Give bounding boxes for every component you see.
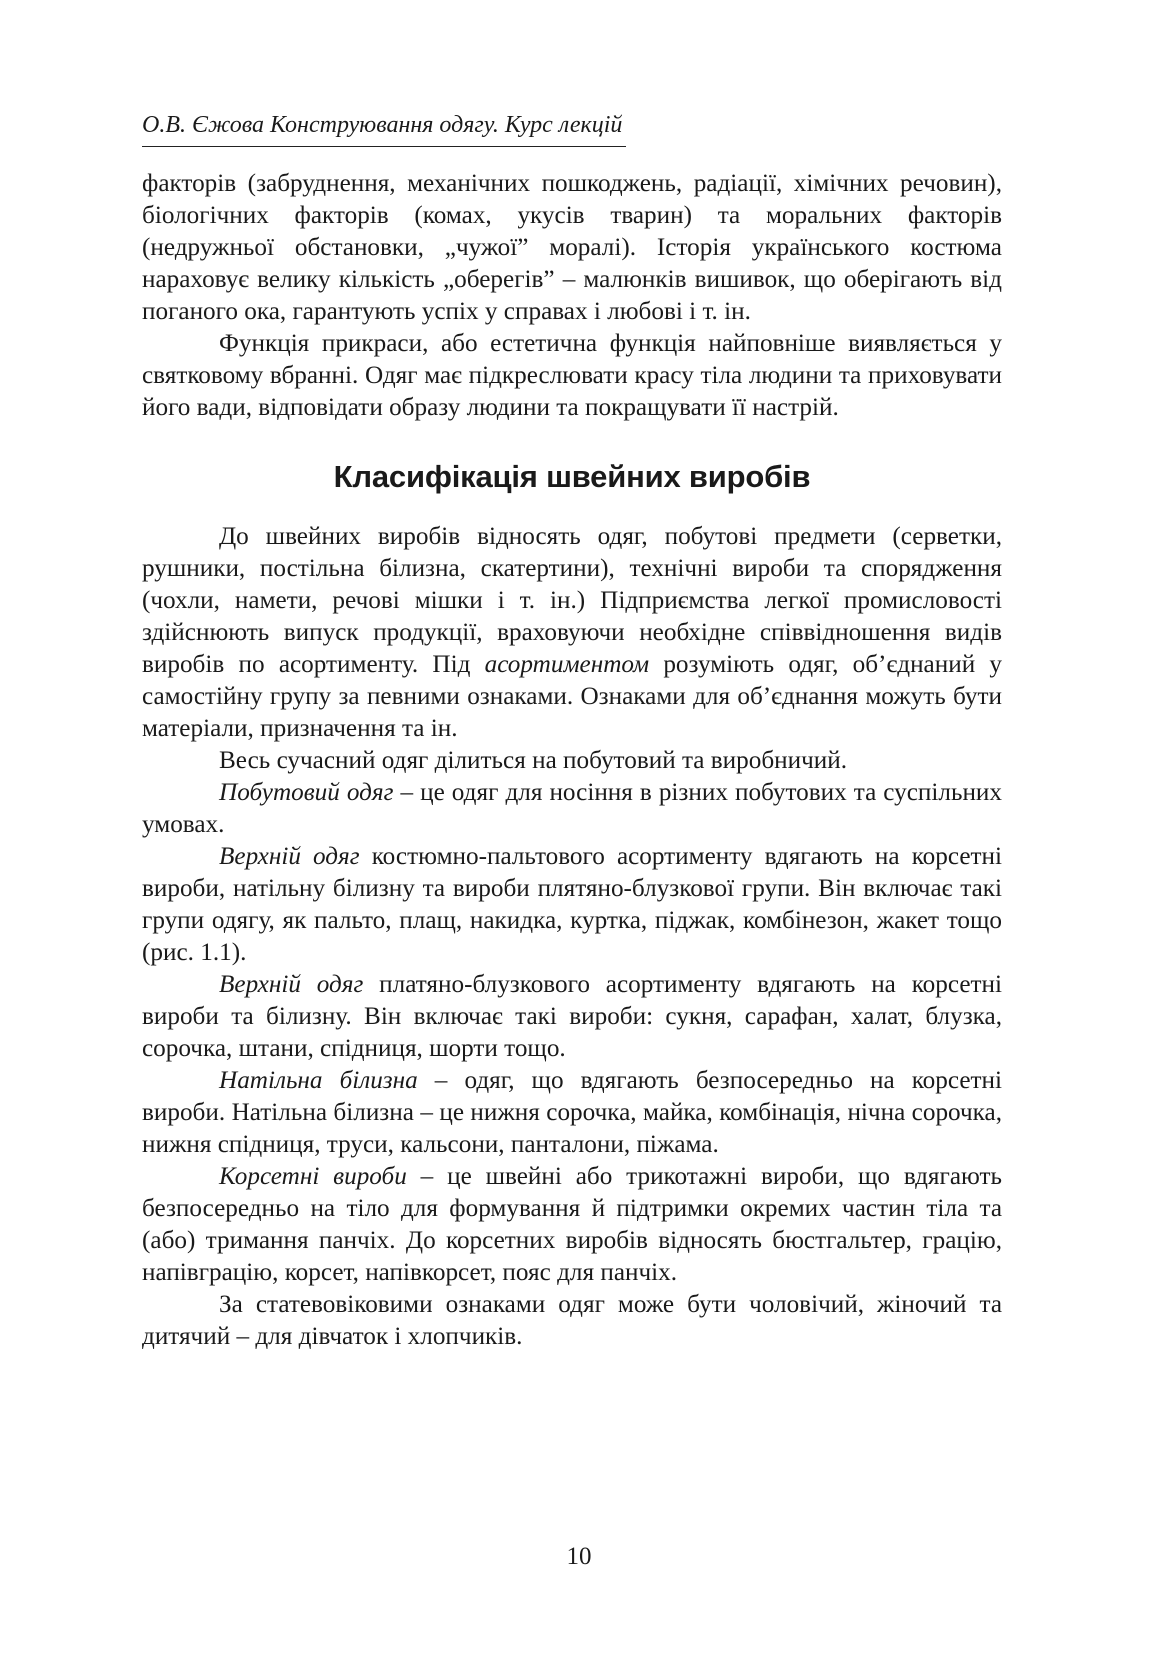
paragraph-sewing-products: [142, 521, 1002, 745]
term-underwear: Натільна білизна: [219, 1067, 418, 1094]
paragraph-text: – це швейні або трикотажні вироби, що вдягають безпосередньо на тіло для формування й підтримки окремих частин тіла та (або) тримання панчіх. До корсетних виробів відносять бюстгальтер, грацію, напівграцію, корсет, напівкорсет, пояс для панчіх.: [142, 1163, 1002, 1286]
paragraph-corsetry: [142, 1161, 1002, 1289]
term-assortment: асортиментом: [484, 651, 650, 678]
running-header: О.В. Єжова Конструювання одягу. Курс лекцій: [142, 110, 626, 147]
paragraph-decoration-function: Функція прикраси, або естетична функція найповніше виявляється у святковому вбранні. Одяг має підкреслювати красу тіла людини та приховувати його вади, відповідати образу людини та покращувати її настрій.: [142, 330, 1002, 421]
paragraph-text: розуміють одяг, об’єднаний у самостійну групу за певними ознаками. Ознаками для об’єднання можуть бути матеріали, призначення та ін.: [142, 651, 1003, 742]
paragraph-outerwear-coat: [142, 841, 1002, 969]
paragraph-text: До швейних виробів відносять одяг, побутові предмети (серветки, рушники, постільна білизна, скатертини), технічні вироби та спорядження (чохли, намети, речові мішки і т. ін.) Підприємства легкої промисловості здійснюють випуск продукції, враховуючи необхідне співвідношення видів виробів по асортименту. Під: [142, 523, 1002, 678]
page-number: 10: [566, 1543, 592, 1570]
paragraph-text: платяно-блузкового асортименту вдягають на корсетні вироби та білизну. Він включає такі вироби: сукня, сарафан, халат, блузка, сорочка, штани, спідниця, шорти тощо.: [142, 971, 1002, 1062]
section-title: Класифікація швейних виробів: [333, 459, 811, 494]
term-corsetry: Корсетні вироби: [219, 1163, 407, 1190]
main-text: [142, 168, 1002, 1353]
term-household-clothing: Побутовий одяг: [219, 779, 394, 806]
term-outerwear: Верхній одяг: [219, 843, 360, 870]
paragraph-text: – це одяг для носіння в різних побутових та суспільних умовах.: [142, 779, 1002, 838]
paragraph-gender-age: За статевовіковими ознаками одяг може бути чоловічий, жіночий та дитячий – для дівчаток і хлопчиків.: [142, 1291, 1002, 1350]
paragraph-text: – одяг, що вдягають безпосередньо на корсетні вироби. Натільна білизна – це нижня сорочка, майка, комбінація, нічна сорочка, нижня спідниця, труси, кальсони, панталони, піжама.: [142, 1067, 1002, 1158]
paragraph-text: костюмно-пальтового асортименту вдягають на корсетні вироби, натільну білизну та вироби плятяно-блузкової групи. Він включає такі групи одягу, як пальто, плащ, накидка, куртка, піджак, комбінезон, жакет тощо (рис. 1.1).: [142, 843, 1002, 966]
term-outerwear: Верхній одяг: [219, 971, 364, 998]
paragraph-outerwear-dress: [142, 969, 1002, 1065]
paragraph-factors: факторів (забруднення, механічних пошкоджень, радіації, хімічних речовин), біологічних факторів (комах, укусів тварин) та моральних факторів (недружньої обстановки, „чужої” моралі). Історія українського костюма нараховує велику кількість „оберегів” – малюнків вишивок, що оберігають від поганого ока, гарантують успіх у справах і любові і т. ін.: [142, 170, 1002, 325]
paragraph-underwear: [142, 1065, 1002, 1161]
paragraph-household-clothing: [142, 777, 1002, 841]
paragraph-clothing-division: Весь сучасний одяг ділиться на побутовий та виробничий.: [219, 747, 848, 774]
